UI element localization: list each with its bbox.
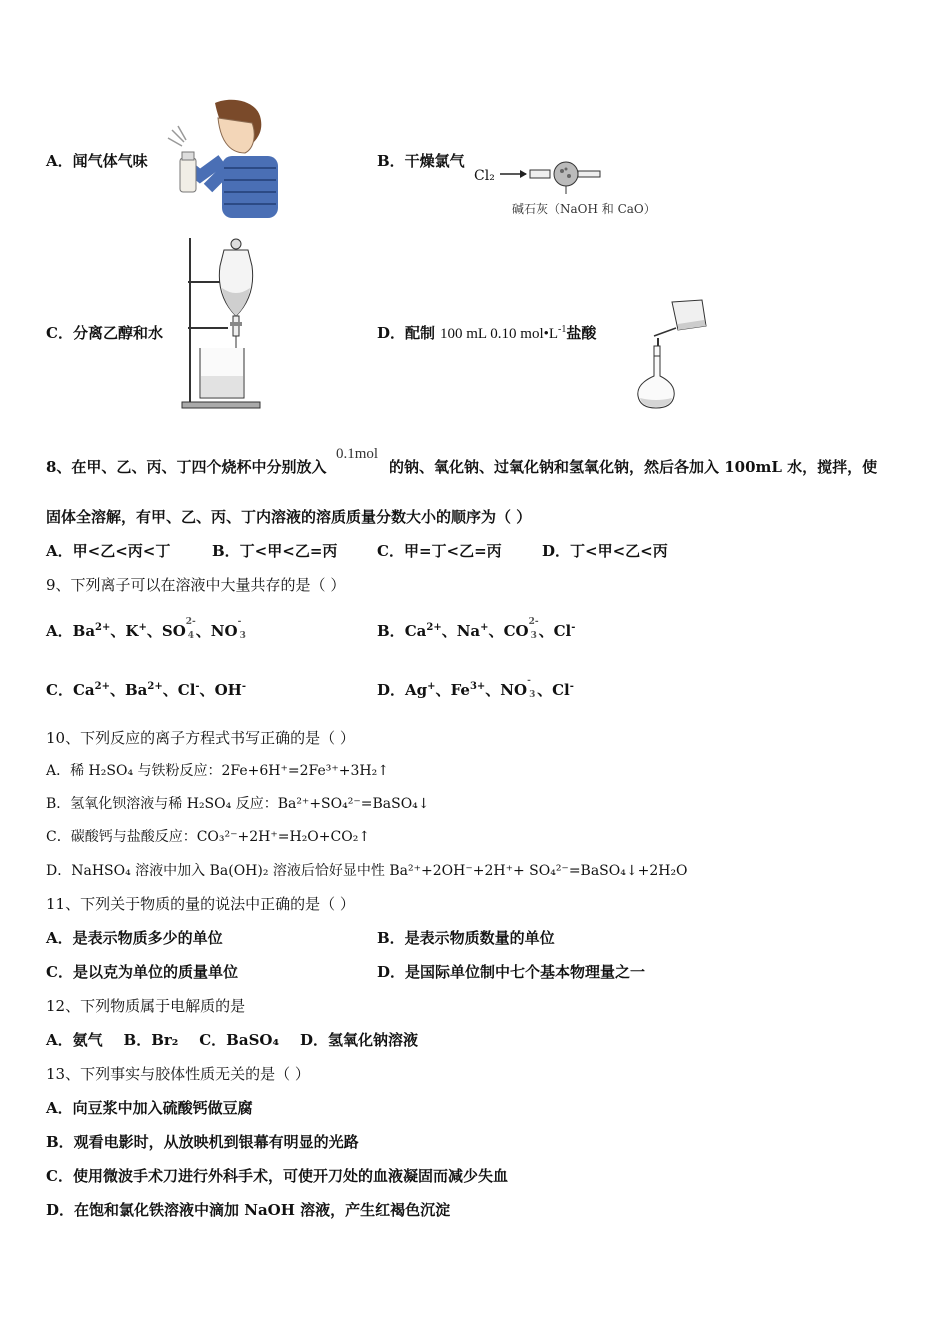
q13-option-c: C．使用微波手术刀进行外科手术，可使开刀处的血液凝固而减少失血 bbox=[46, 1167, 508, 1185]
q9-option-b: B．$Ca^{2+}$、Na+、CO 2- 3 、Cl- bbox=[377, 617, 576, 641]
q8-option-c: C．甲=丁<乙=丙 bbox=[377, 542, 502, 560]
q10-option-b: B．氢氧化钡溶液与稀 H₂SO₄ 反应：Ba²⁺+SO₄²⁻=BaSO₄↓ bbox=[46, 796, 430, 812]
volumetric-flask-illustration bbox=[632, 296, 712, 412]
q11-option-d: D．是国际单位制中七个基本物理量之一 bbox=[377, 963, 646, 981]
q9-option-c: C．$Ca^{2+}$、$Ba^{2+}$、Cl-、OH- bbox=[46, 681, 246, 699]
q13-option-d: D．在饱和氯化铁溶液中滴加 NaOH 溶液，产生红褐色沉淀 bbox=[46, 1201, 451, 1219]
q12-stem: 12、下列物质属于电解质的是 bbox=[46, 997, 246, 1015]
q10-stem: 10、下列反应的离子方程式书写正确的是（ ） bbox=[46, 729, 355, 747]
q11-option-b: B．是表示物质数量的单位 bbox=[377, 929, 555, 947]
q11-option-c: C．是以克为单位的质量单位 bbox=[46, 963, 238, 981]
separatory-funnel-illustration bbox=[178, 236, 264, 412]
q8-option-b: B．丁<甲<乙=丙 bbox=[212, 542, 338, 560]
desiccant-caption: 碱石灰（NaOH 和 CaO） bbox=[512, 202, 656, 216]
q8-amount: 0.1mol bbox=[336, 446, 379, 462]
q11-stem: 11、下列关于物质的量的说法中正确的是（ ） bbox=[46, 895, 355, 913]
q10-option-a: A．稀 H₂SO₄ 与铁粉反应：2Fe+6H⁺=2Fe³⁺+3H₂↑ bbox=[46, 763, 389, 779]
q13-option-b: B．观看电影时，从放映机到银幕有明显的光路 bbox=[46, 1133, 359, 1151]
q11-option-a: A．是表示物质多少的单位 bbox=[46, 929, 223, 947]
q7-option-b: B．干燥氯气 bbox=[377, 152, 465, 170]
q9-stem: 9、下列离子可以在溶液中大量共存的是（ ） bbox=[46, 576, 346, 594]
drying-tube-illustration bbox=[496, 158, 606, 188]
q7-option-c: C．分离乙醇和水 bbox=[46, 324, 163, 342]
q8-stem-line1: 8、在甲、乙、丙、丁四个烧杯中分别放入 bbox=[46, 458, 327, 476]
q7-option-a: A．闻气体气味 bbox=[46, 152, 148, 170]
q8-stem-line2: 固体全溶解，有甲、乙、丙、丁内溶液的溶质质量分数大小的顺序为（ ） bbox=[46, 508, 532, 526]
q9-option-d: D．Ag+、$Fe^{3+}$、NO - 3 、Cl- bbox=[377, 676, 574, 700]
q8-option-d: D．丁<甲<乙<丙 bbox=[542, 542, 668, 560]
gas-label: Cl₂ bbox=[474, 168, 495, 184]
q10-option-d: D．NaHSO₄ 溶液中加入 Ba(OH)₂ 溶液后恰好显中性 Ba²⁺+2OH⁻+2H⁺+ SO₄²⁻=BaSO₄↓+2H₂O bbox=[46, 863, 688, 879]
smelling-gas-illustration bbox=[160, 98, 280, 220]
q7-option-d: D．配制 100 mL 0.10 $mol•L^{-1}$盐酸 bbox=[377, 324, 597, 342]
q13-option-a: A．向豆浆中加入硫酸钙做豆腐 bbox=[46, 1099, 253, 1117]
q12-options: A．氨气 B．Br₂ C．BaSO₄ D．氢氧化钠溶液 bbox=[46, 1031, 418, 1049]
q8-option-a: A．甲<乙<丙<丁 bbox=[46, 542, 171, 560]
q10-option-c: C．碳酸钙与盐酸反应：CO₃²⁻+2H⁺=H₂O+CO₂↑ bbox=[46, 829, 371, 845]
q9-option-a: A．$Ba^{2+}$、K+、SO 2- 4 、NO - 3 bbox=[46, 617, 246, 641]
q13-stem: 13、下列事实与胶体性质无关的是（ ） bbox=[46, 1065, 310, 1083]
q8-stem-line1-end: 的钠、氧化钠、过氧化钠和氢氧化钠，然后各加入 100mL 水，搅拌，使 bbox=[389, 458, 878, 476]
